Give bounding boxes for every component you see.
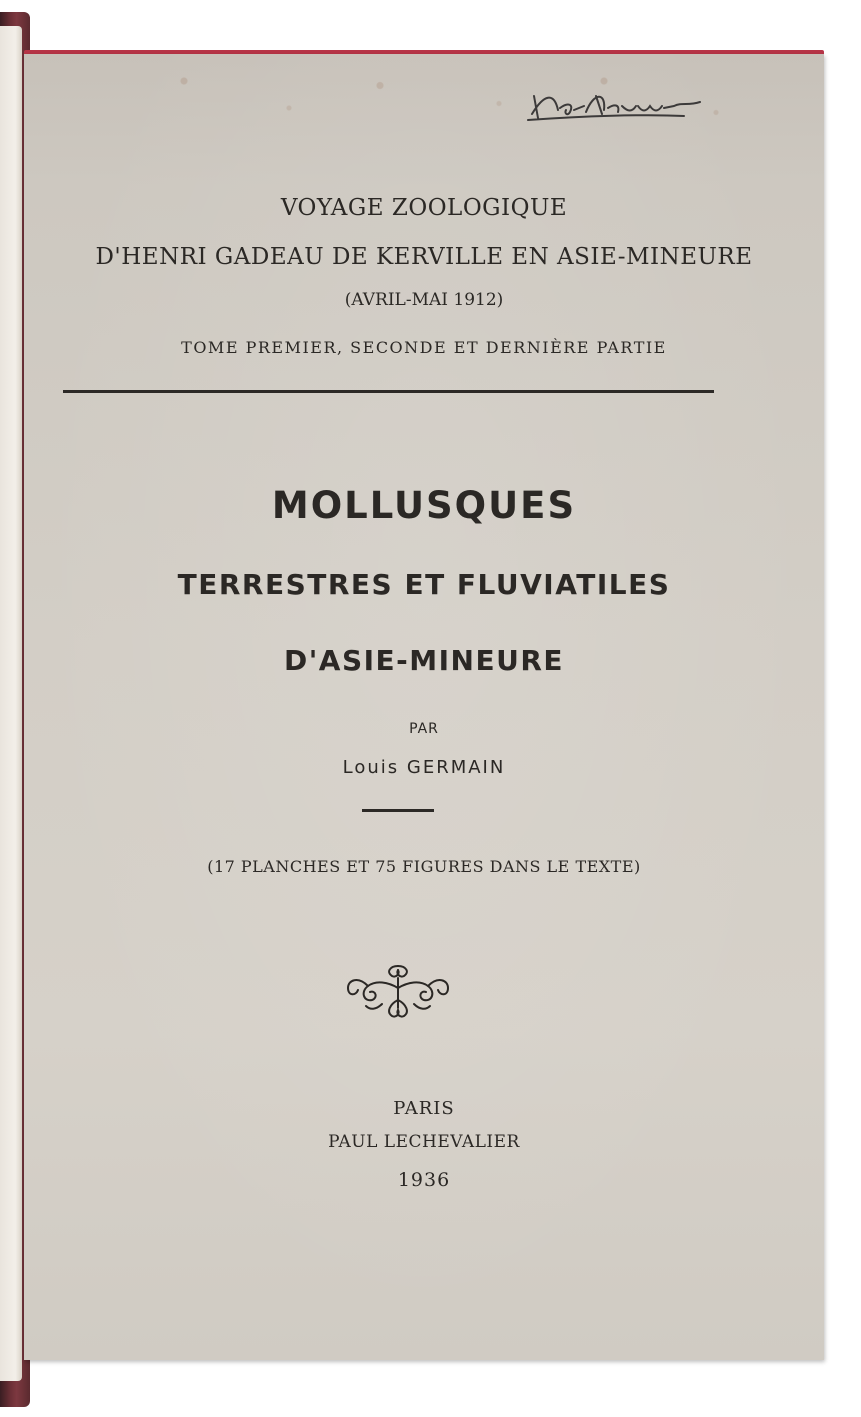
imprint-place: PARIS <box>393 1098 455 1119</box>
author-name: Louis GERMAIN <box>342 757 506 778</box>
page-stack-edge <box>0 26 22 1381</box>
series-volume: TOME PREMIER, SECONDE ET DERNIÈRE PARTIE <box>181 338 667 357</box>
subtitle-line1: TERRESTRES ET FLUVIATILES <box>177 568 671 601</box>
header-divider <box>63 390 714 393</box>
handwritten-signature <box>524 84 709 124</box>
main-title: MOLLUSQUES <box>271 484 577 527</box>
imprint-publisher: PAUL LECHEVALIER <box>328 1132 520 1152</box>
author-divider <box>362 809 434 812</box>
subtitle-line2: D'ASIE-MINEURE <box>283 644 565 677</box>
by-label: PAR <box>409 721 439 737</box>
foxing-spots <box>114 54 814 144</box>
printer-ornament <box>342 960 454 1022</box>
series-title-line1: VOYAGE ZOOLOGIQUE <box>280 195 568 221</box>
title-page <box>24 54 824 1360</box>
plates-note: (17 PLANCHES ET 75 FIGURES DANS LE TEXTE) <box>207 857 641 876</box>
imprint-year: 1936 <box>397 1169 451 1191</box>
series-title-line2: D'HENRI GADEAU DE KERVILLE EN ASIE-MINEURE <box>95 244 753 270</box>
series-dates: (AVRIL-MAI 1912) <box>344 290 504 310</box>
